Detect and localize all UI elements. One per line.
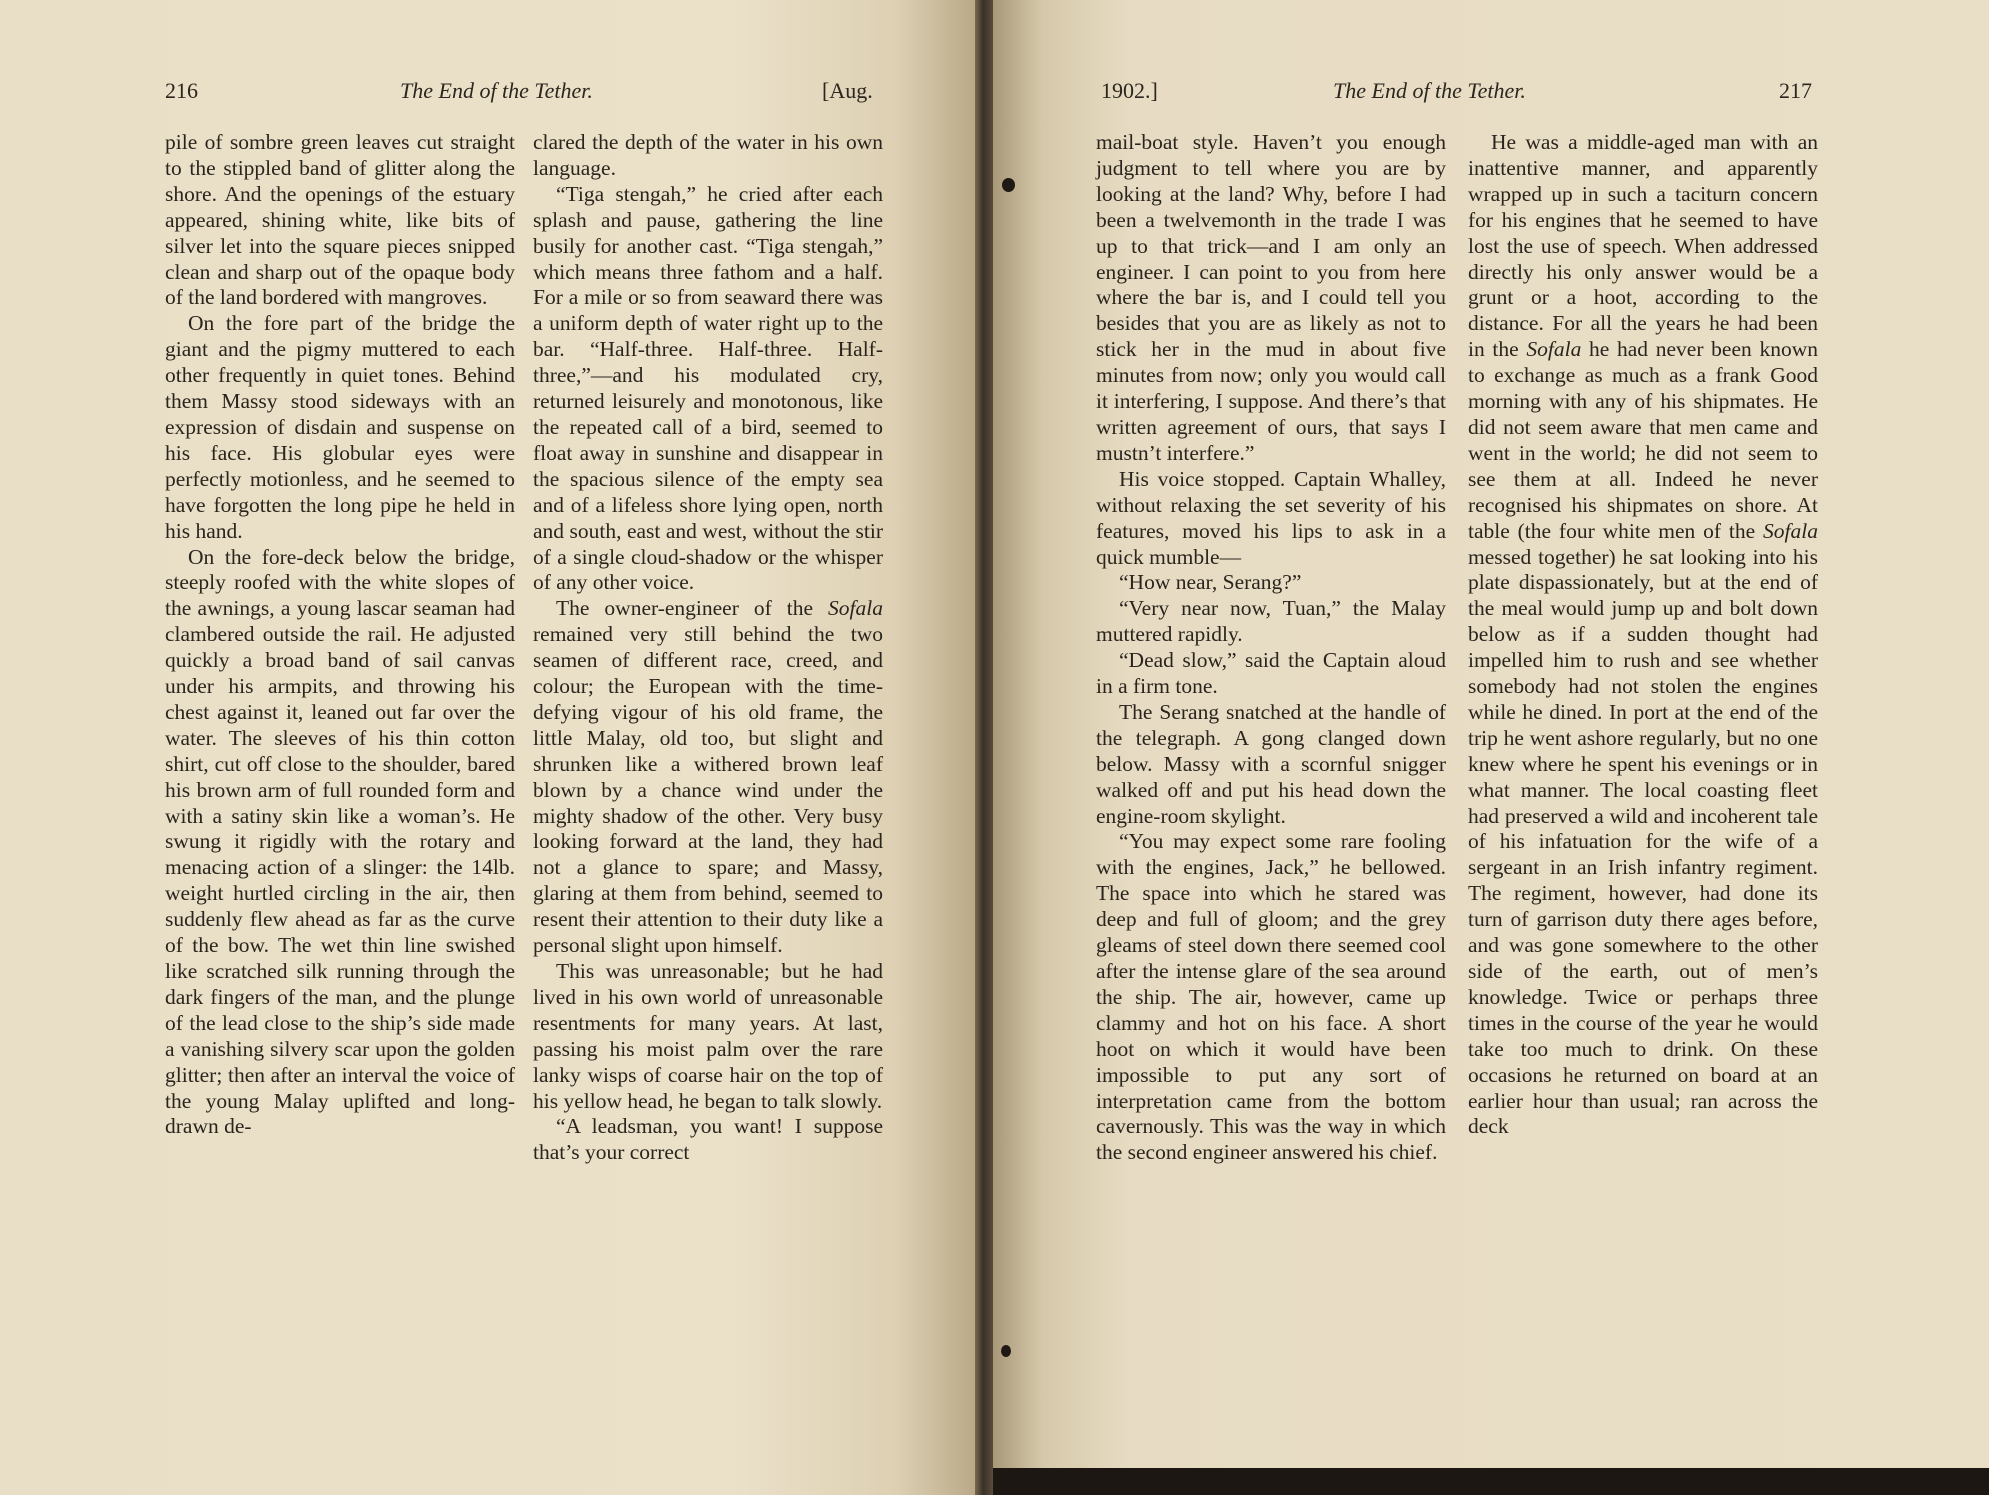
page-bottom-shadow	[993, 1468, 1989, 1495]
left-column-1	[165, 130, 515, 1140]
paragraph: clared the depth of the water in his own language.	[533, 130, 883, 180]
ship-name: Sofala	[1763, 518, 1818, 543]
left-page-number: 216	[165, 78, 198, 103]
binding-hole	[1002, 178, 1015, 192]
paragraph: “Tiga stengah,” he cried after each splash and pause, gathering the line busily for another cast. “Tiga stengah,” which means three fathom and a half. For a mile or so from seaward there was a uniform depth of water right up to the bar. “Half-three. Half-three. Half-three,”—and his modulated cry, returned leisurely and monotonous, like the repeated call of a bird, seemed to float away in sunshine and disappear in the spacious silence of the empty sea and of a lifeless shore lying open, north and south, east and west, without the stir of a single cloud-shadow or the whisper of any other voice.	[533, 181, 883, 595]
paragraph: “How near, Serang?”	[1119, 570, 1302, 595]
book-gutter	[975, 0, 993, 1495]
paragraph: “Dead slow,” said the Captain aloud in a firm tone.	[1096, 648, 1446, 699]
right-page	[993, 0, 1989, 1495]
text-run: He was a middle-aged man with an inattentive manner, and apparently wrapped up in such a taciturn concern for his engines that he seemed to have lost the use of speech. When addressed directly his only answer would be a grunt or a hoot, according to the distance. For all the years he had been in the	[1468, 130, 1818, 362]
paragraph: mail-boat style. Haven’t you enough judgment to tell where you are by looking at the land? Why, before I had been a twelvemonth in the trade I was up to that trick—and I am only an engineer. I can point to you from here where the bar is, and I could tell you besides that you are as likely as not to stick her in the mud in about five minutes from now; only you would call it interfering, I suppose. And there’s that written agreement of ours, that says I mustn’t interfere.”	[1096, 130, 1446, 465]
paragraph	[533, 596, 883, 959]
paragraph: “A leadsman, you want! I suppose that’s your correct	[533, 1114, 883, 1165]
left-running-title: The End of the Tether.	[400, 78, 593, 103]
ship-name: Sofala	[1526, 337, 1582, 362]
text-run: messed together) he sat looking into his plate dispassionately, but at the end of the meal would jump up and bolt down below as if a sudden thought had impelled him to rush and see whether somebody had not stolen the engines while he dined. In port at the end of the trip he went ashore regularly, but no one knew where he spent his evenings or in what manner. The local coasting fleet had preserved a wild and incoherent tale of his infatuation for the wife of a sergeant in an Irish infantry regiment. The regiment, however, had done its turn of garrison duty there ages before, and was gone somewhere to the other side of the earth, out of men’s knowledge. Twice or perhaps three times in the course of the year he would take too much to drink. On these occasions he returned on board at an earlier hour than usual; ran across the deck	[1468, 544, 1818, 1139]
left-page	[0, 0, 975, 1495]
text-run: The owner-engineer of the	[556, 596, 829, 621]
right-page-number: 217	[1779, 78, 1812, 103]
text-run: he had never been known to exchange as much as a frank Good morning with any of his shipmates. He did not seem aware that men came and went in the world; he did not seem to see them at all. Indeed he never recognised his shipmates on shore. At table (the four white men of the	[1468, 337, 1818, 543]
paragraph: On the fore-deck below the bridge, steeply roofed with the white slopes of the awnings, a young lascar seaman had clambered outside the rail. He adjusted quickly a broad band of sail canvas under his armpits, and throwing his chest against it, leaned out far over the water. The sleeves of his thin cotton shirt, cut off close to the shoulder, bared his brown arm of full rounded form and with a satiny skin like a woman’s. He swung it rigidly with the rotary and menacing action of a slinger: the 14lb. weight hurtled circling in the air, then suddenly flew ahead as far as the curve of the bow. The wet thin line swished like scratched silk running through the dark fingers of the man, and the plunge of the lead close to the ship’s side made a vanishing silvery scar upon the golden glitter; then after an interval the voice of the young Malay uplifted and long-drawn de-	[165, 544, 515, 1139]
right-running-date: 1902.]	[1101, 78, 1158, 103]
paragraph: This was unreasonable; but he had lived in his own world of unreasonable resentments for many years. At last, passing his moist palm over the rare lanky wisps of coarse hair on the top of his yellow head, he began to talk slowly.	[533, 959, 883, 1113]
binding-hole	[1001, 1345, 1011, 1357]
paragraph: “You may expect some rare fooling with the engines, Jack,” he bellowed. The space into which he stared was deep and full of gloom; and the grey gleams of steel down there seemed cool after the intense glare of the sea around the ship. The air, however, came up clammy and hot on his face. A short hoot on which it would have been impossible to put any sort of interpretation came from the bottom cavernously. This was the way in which the second engineer answered his chief.	[1096, 829, 1446, 1165]
ship-name: Sofala	[828, 596, 883, 621]
right-column-1	[1096, 130, 1446, 1166]
left-column-2	[533, 130, 883, 1166]
left-running-date: [Aug.	[822, 78, 873, 103]
paragraph: His voice stopped. Captain Whalley, without relaxing the set severity of his features, moved his lips to ask in a quick mumble—	[1096, 466, 1446, 569]
paragraph: “Very near now, Tuan,” the Malay muttered rapidly.	[1096, 596, 1446, 647]
paragraph: On the fore part of the bridge the giant and the pigmy muttered to each other frequently in quiet tones. Behind them Massy stood sideways with an expression of disdain and suspense on his face. His globular eyes were perfectly motionless, and he seemed to have forgotten the long pipe he held in his hand.	[165, 311, 515, 543]
right-running-title: The End of the Tether.	[1333, 78, 1526, 103]
paragraph	[1468, 130, 1818, 1140]
right-column-2	[1468, 130, 1818, 1140]
paragraph: pile of sombre green leaves cut straight to the stippled band of glitter along the shore. And the openings of the estuary appeared, shining white, like bits of silver let into the square pieces snipped clean and sharp out of the opaque body of the land bordered with mangroves.	[165, 130, 515, 310]
text-run: remained very still behind the two seamen of different race, creed, and colour; the European with the time-defying vigour of his old frame, the little Malay, old too, but slight and shrunken like a withered brown leaf blown by a chance wind under the mighty shadow of the other. Very busy looking forward at the land, they had not a glance to spare; and Massy, glaring at them from behind, seemed to resent their attention to their duty like a personal slight upon himself.	[533, 622, 883, 958]
paragraph: The Serang snatched at the handle of the telegraph. A gong clanged down below. Massy with a scornful snigger walked off and put his head down the engine-room skylight.	[1096, 699, 1446, 828]
